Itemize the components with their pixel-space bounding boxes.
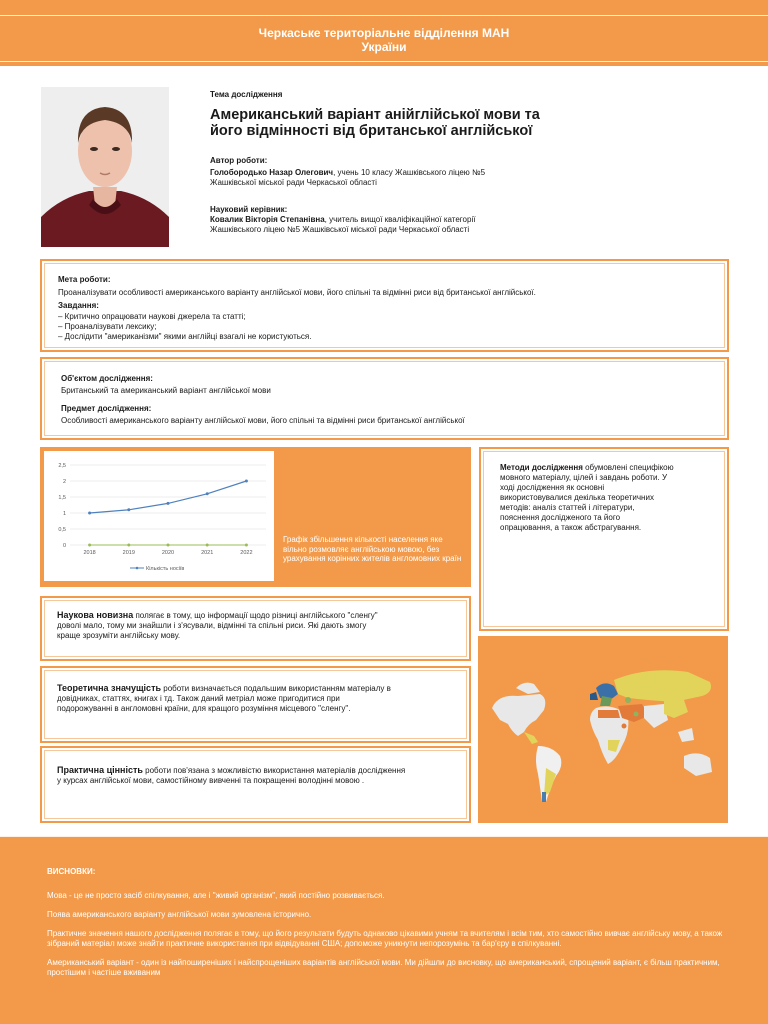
practice-label: Практична цінність [57, 765, 143, 775]
methods-label: Методи дослідження [500, 463, 583, 472]
project-title-line-1: Американський варіант анійглійської мови та [210, 107, 540, 123]
novelty-line: краще зрозуміти англійську мову. [57, 631, 181, 640]
population-chart [44, 451, 274, 581]
supervisor-text [210, 215, 560, 235]
chart-svg [44, 451, 274, 581]
chart-y-tick-label: 0 [62, 543, 66, 549]
supervisor-details-1: , учитель вищої кваліфікаційної категорії [324, 215, 476, 224]
header-banner [0, 0, 768, 66]
practice-line: роботи пов'язана з можливістю використання матеріалів дослідження [142, 766, 406, 775]
novelty-text [57, 610, 457, 641]
chart-y-tick-label: 1,5 [58, 495, 66, 501]
chart-x-tick-label: 2018 [83, 550, 96, 556]
subject-label: Предмет дослідження: [61, 404, 152, 413]
theory-line: подорожуванні в англомовні країни, для кращого розуміння місцевого "сленгу". [57, 704, 351, 713]
chart-point [245, 480, 248, 483]
header-title [0, 26, 768, 54]
methods-line: ході дослідження як основні [500, 483, 605, 492]
chart-legend-label: Кількість носіїв [146, 566, 185, 572]
subject-text: Особливості американського варіанту англійської мови, його спільні та відмінні риси британської англійської [61, 416, 465, 425]
project-title [210, 107, 560, 139]
conclusion-paragraph: Поява американського варіанту англійської мови зумовлена історично. [47, 910, 312, 919]
chart-y-tick-label: 2 [62, 479, 66, 485]
theory-box [40, 666, 471, 743]
conclusions-content [47, 867, 727, 987]
methods-line: мовного матеріалу, цілей і завдань роботи. У [500, 473, 668, 482]
conclusion-paragraph: Практичне значення нашого дослідження полягає в тому, що його результати будуть однаково цікавими учням та вчителям і всім тим, хто самостійно вивчає англійську мову, а також зібраний матеріал може знайти практичне використання при відвідуванні США; допоможе уникнути непорозумінь та бар'єру в спілкуванні. [47, 929, 723, 948]
project-info [210, 90, 560, 235]
chart-point [206, 544, 209, 547]
chart-point [127, 508, 130, 511]
methods-line: обумовлені специфікою [582, 463, 674, 472]
chart-legend-marker [136, 567, 139, 570]
object-box [40, 357, 729, 440]
chart-x-tick-label: 2021 [201, 550, 214, 556]
author-text [210, 168, 560, 188]
project-title-line-2: його відмінності від британської англійської [210, 123, 533, 139]
header-line-1: Черкаське територіальне відділення МАН [258, 26, 510, 40]
chart-panel [40, 447, 471, 587]
author-name: Голобородько Назар Олегович [210, 168, 334, 177]
theory-text [57, 683, 462, 714]
author-details-1: , учень 10 класу Жашківського ліцею №5 [333, 168, 486, 177]
chart-y-tick-label: 1 [62, 511, 66, 517]
methods-line: опрацювання, а також абстрагування. [500, 523, 642, 532]
chart-point [127, 544, 130, 547]
chart-point [206, 492, 209, 495]
chart-x-tick-label: 2022 [240, 550, 253, 556]
chart-point [88, 512, 91, 515]
tasks-list [58, 312, 708, 342]
conclusions-label: ВИСНОВКИ: [47, 867, 96, 876]
practice-line: у курсах англійської мови, самостійному вивченні та покращенні володінні мовою . [57, 776, 365, 785]
novelty-line: доволі мало, тому ми знайшли і з'ясували, відмінні та спільні риси. Які дають змогу [57, 621, 367, 630]
goal-text: Проаналізувати особливості американського варіанту англійської мови, його спільні та відмінні риси від британської англійської. [58, 288, 536, 297]
header-bottom-rule [0, 61, 768, 62]
chart-point [167, 544, 170, 547]
author-label: Автор роботи: [210, 156, 268, 165]
methods-box [479, 447, 729, 631]
topic-label: Тема дослідження [210, 90, 283, 99]
methods-line: методів: аналіз статтей і літератури, [500, 503, 635, 512]
task-item: – Дослідити "американізми" якими англійці взагалі не користуються. [58, 332, 312, 341]
chart-x-tick-label: 2019 [122, 550, 135, 556]
practice-box [40, 746, 471, 823]
chart-point [245, 544, 248, 547]
methods-text [500, 463, 722, 533]
theory-label: Теоретична значущість [57, 683, 162, 693]
novelty-box [40, 596, 471, 661]
world-map-panel [478, 636, 728, 823]
author-photo [41, 87, 169, 247]
task-item: – Проаналізувати лексику; [58, 322, 157, 331]
practice-text [57, 765, 462, 786]
chart-x-tick-label: 2020 [161, 550, 175, 556]
world-map [478, 636, 728, 823]
task-item: – Критично опрацювати наукові джерела та статті; [58, 312, 246, 321]
conclusion-paragraph: Американський варіант - один із найпоширеніших і найспрощеніших варіантів англійської мови. Ми дійшли до висновку, що американський, спрощений варіант, є більш практичним, простішим і частіше вживаним [47, 958, 720, 977]
supervisor-name: Ковалик Вікторія Степанівна [210, 215, 325, 224]
conclusions-section [0, 836, 768, 1024]
conclusion-paragraph: Мова - це не просто засіб спілкування, але і "живий організм", який постійно розвивається. [47, 891, 385, 900]
chart-y-tick-label: 2,5 [58, 463, 66, 469]
theory-line: довідниках, статтях, книгах і тд. Також даний метріал може пригодитися при [57, 694, 340, 703]
supervisor-details-2: Жашківського ліцею №5 Жашківської міської ради Черкаської області [210, 225, 470, 234]
novelty-line: полягає в тому, що інформації щодо різниці англійського "сленгу" [133, 611, 378, 620]
tasks-label: Завдання: [58, 301, 99, 310]
object-label: Об'єктом дослідження: [61, 374, 153, 383]
methods-line: використовувалися декілька теоретичних [500, 493, 654, 502]
author-details-2: Жашківської міської ради Черкаської області [210, 178, 377, 187]
chart-point [88, 544, 91, 547]
chart-caption: Графік збільшення кількості населення яке вільно розмовляє англійською мовою, без урахування корінних жителів англомовних країн [283, 535, 462, 563]
header-line-2: України [361, 40, 407, 54]
methods-line: пояснення дослідженого та його [500, 513, 621, 522]
goal-label: Мета роботи: [58, 275, 111, 284]
theory-line: роботи визначається подальшим використанням матеріалу в [161, 684, 391, 693]
goal-box [40, 259, 729, 352]
supervisor-label: Науковий керівник: [210, 205, 288, 214]
novelty-label: Наукова новизна [57, 610, 134, 620]
chart-y-tick-label: 0,5 [58, 527, 66, 533]
chart-point [167, 502, 170, 505]
header-top-rule [0, 15, 768, 16]
object-text: Британський та американський варіант англійської мови [61, 386, 271, 395]
